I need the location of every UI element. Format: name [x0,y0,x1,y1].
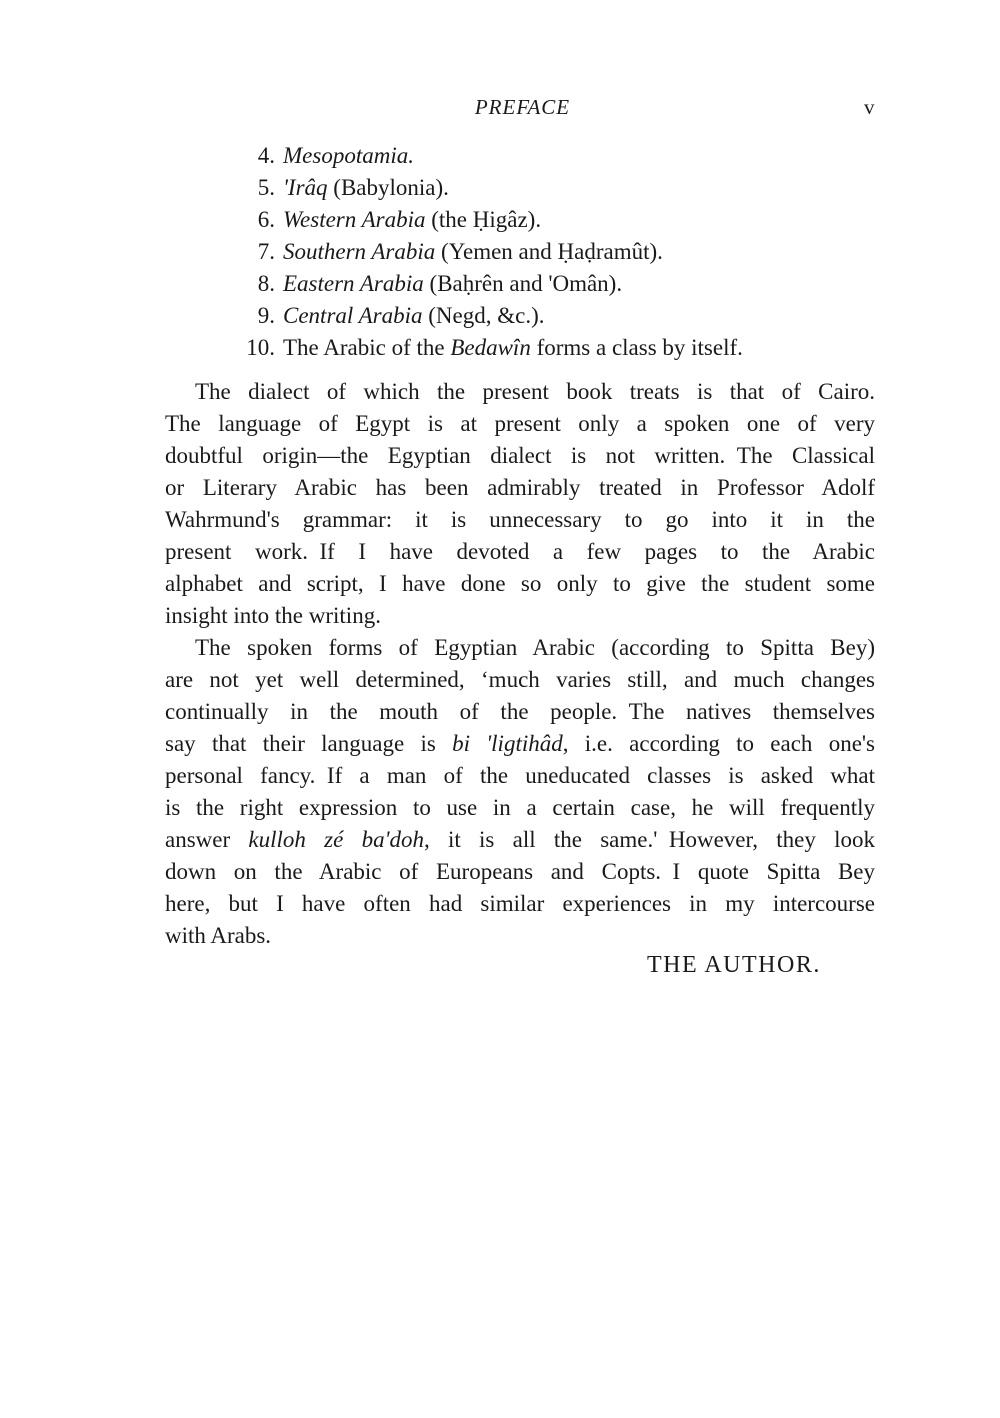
italic-text: Mesopotamia. [283,143,414,168]
text-line [165,504,875,536]
text-line [165,632,875,664]
text: insight into the writing. [165,603,381,628]
italic-text: Eastern Arabia [283,271,424,296]
list-item [220,300,743,332]
text-line [165,600,875,632]
italic-text: Western Arabia [283,207,426,232]
list-number: 10. [246,335,275,360]
text: (Babylonia). [327,175,449,200]
list-number: 6. [257,207,275,232]
text: (Baḥrên and 'Omân). [423,271,623,296]
italic-text: Central Arabia [283,303,423,328]
text-line [165,568,875,600]
paragraph-1 [165,376,875,632]
text-line [165,536,875,568]
region-list [220,140,743,364]
text: down on the Arabic of Europeans and Copts. I quote Spitta Bey [165,859,875,884]
text: is the right expression to use in a certain case, he will frequently [165,795,875,820]
list-item [220,204,743,236]
text: or Literary Arabic has been admirably treated in Professor Adolf [165,475,875,500]
text: , i.e. according to each one's [562,731,875,756]
running-head: PREFACE [474,95,571,119]
list-number: 9. [257,303,275,328]
text: continually in the mouth of the people. The natives themselves [165,699,875,724]
text: alphabet and script, I have done so only to give the student some [165,571,875,596]
text: answer [165,827,249,852]
paragraph-2 [165,632,875,952]
text: The Arabic of the [283,335,451,360]
italic-text: Southern Arabia [283,239,436,264]
italic-text: 'Irâq [283,175,328,200]
text-line [165,472,875,504]
text-line [165,376,875,408]
list-item [220,172,743,204]
text: (Negd, &c.). [422,303,545,328]
page-number: v [864,95,876,119]
text-line [165,696,875,728]
list-number: 4. [257,143,275,168]
text: Wahrmund's grammar: it is unnecessary to go into it in the [165,507,875,532]
italic-text: bi 'ligtihâd [452,731,563,756]
text-line [165,920,875,952]
text: (the Ḥigâz). [425,207,542,232]
text-line [165,856,875,888]
italic-text: Bedawîn [450,335,531,360]
text-line [165,824,875,856]
list-item [220,268,743,300]
text: are not yet well determined, ‘much varies still, and much changes [165,667,875,692]
text-line [165,440,875,472]
text: personal fancy. If a man of the uneducated classes is asked what [165,763,875,788]
text: doubtful origin—the Egyptian dialect is not written. The Classical [165,443,875,468]
text: forms a class by itself. [530,335,743,360]
text: , it is all the same.' However, they look [423,827,875,852]
text: (Yemen and Ḥaḍramût). [435,239,663,264]
list-number: 7. [257,239,275,264]
text: with Arabs. [165,923,272,948]
italic-text: kulloh zé ba'doh [248,827,424,852]
text: The spoken forms of Egyptian Arabic (according to Spitta Bey) [195,635,875,660]
text-line [165,408,875,440]
text: The dialect of which the present book treats is that of Cairo. [195,379,875,404]
text-line [165,760,875,792]
list-item [220,236,743,268]
list-number: 5. [257,175,275,200]
text: The language of Egypt is at present only a spoken one of very [165,411,875,436]
text-line [165,792,875,824]
list-item [220,140,743,172]
text: present work. If I have devoted a few pages to the Arabic [165,539,875,564]
list-item [220,332,743,364]
text-line [165,664,875,696]
text-line [165,728,875,760]
text: here, but I have often had similar experiences in my intercourse [165,891,875,916]
text: say that their language is [165,731,453,756]
text-line [165,888,875,920]
list-number: 8. [257,271,275,296]
signature: THE AUTHOR. [647,952,821,978]
